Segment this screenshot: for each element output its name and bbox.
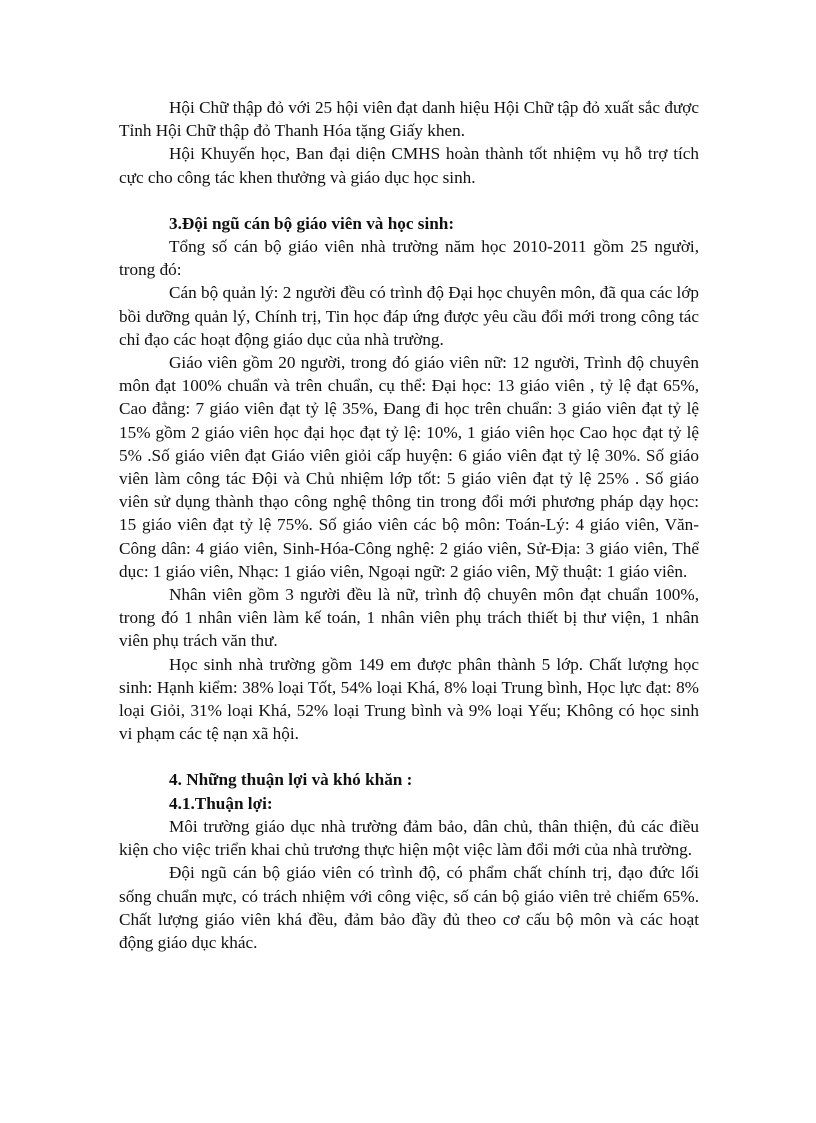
section-4-1-heading: 4.1.Thuận lợi:	[169, 793, 273, 813]
paragraph-employees: Nhân viên gồm 3 người đều là nữ, trình độ chuyên môn đạt chuẩn 100%, trong đó 1 nhân viên làm kế toán, 1 nhân viên phụ trách thiết bị thư viện, 1 nhân viên phụ trách văn thư.	[119, 585, 699, 651]
paragraph-staff-total: Tổng số cán bộ giáo viên nhà trường năm học 2010-2011 gồm 25 người, trong đó:	[119, 237, 699, 280]
paragraph-environment: Môi trường giáo dục nhà trường đảm bảo, dân chủ, thân thiện, đủ các điều kiện cho việc triển khai chủ trương thực hiện một việc làm đổi mới của nhà trường.	[119, 816, 699, 860]
spacer	[119, 189, 699, 212]
spacer	[119, 745, 699, 768]
document-body	[119, 96, 699, 954]
paragraph-staff-quality: Đội ngũ cán bộ giáo viên có trình độ, có phẩm chất chính trị, đạo đức lối sống chuẩn mực, có trách nhiệm với công việc, số cán bộ giáo viên trẻ chiếm 65%. Chất lượng giáo viên khá đều, đảm bảo đầy đủ theo cơ cấu bộ môn và các hoạt động giáo dục khác.	[119, 863, 699, 952]
section-4-heading: 4. Những thuận lợi và khó khăn :	[169, 770, 413, 790]
section-3-heading: 3.Đội ngũ cán bộ giáo viên và học sinh:	[169, 213, 455, 233]
paragraph-students: Học sinh nhà trường gồm 149 em được phân thành 5 lớp. Chất lượng học sinh: Hạnh kiểm: 38% loại Tốt, 54% loại Khá, 8% loại Trung bình, Học lực đạt: 8% loại Giỏi, 31% loại Khá, 52% loại Trung bình và 9% loại Yếu; Không có học sinh vi phạm các tệ nạn xã hội.	[119, 654, 699, 744]
paragraph-study-promotion: Hội Khuyến học, Ban đại diện CMHS hoàn thành tốt nhiệm vụ hỗ trợ tích cực cho công tác khen thưởng và giáo dục học sinh.	[119, 144, 699, 187]
paragraph-teachers: Giáo viên gồm 20 người, trong đó giáo viên nữ: 12 người, Trình độ chuyên môn đạt 100% chuẩn và trên chuẩn, cụ thể: Đại học: 13 giáo viên , tỷ lệ đạt 65%, Cao đẳng: 7 giáo viên đạt tỷ lệ 35%, Đang đi học trên chuẩn: 3 giáo viên đạt tỷ lệ 15% gồm 2 giáo viên học đại học đạt tỷ lệ: 10%, 1 giáo viên học Cao học đạt tỷ lệ 5% .Số giáo viên đạt Giáo viên giỏi cấp huyện: 6 giáo viên đạt tỷ lệ 30%. Số giáo viên làm công tác Đội và Chủ nhiệm lớp tốt: 5 giáo viên đạt tỷ lệ 25% . Số giáo viên sử dụng thành thạo công nghệ thông tin trong đổi mới phương pháp dạy học: 15 giáo viên đạt tỷ lệ 75%. Số giáo viên các bộ môn: Toán-Lý: 4 giáo viên, Văn-Công dân: 4 giáo viên, Sinh-Hóa-Công nghệ: 2 giáo viên, Sử-Địa: 3 giáo viên, Thể dục: 1 giáo viên, Nhạc: 1 giáo viên, Ngoại ngữ: 2 giáo viên, Mỹ thuật: 1 giáo viên.	[119, 353, 699, 581]
paragraph-red-cross: Hội Chữ thập đỏ với 25 hội viên đạt danh hiệu Hội Chữ tập đỏ xuất sắc được Tỉnh Hội Chữ thập đỏ Thanh Hóa tặng Giấy khen.	[119, 98, 699, 141]
paragraph-managers: Cán bộ quản lý: 2 người đều có trình độ Đại học chuyên môn, đã qua các lớp bồi dưỡng quản lý, Chính trị, Tin học đáp ứng được yêu cầu đổi mới trong công tác chỉ đạo các hoạt động giáo dục của nhà trường.	[119, 283, 699, 349]
